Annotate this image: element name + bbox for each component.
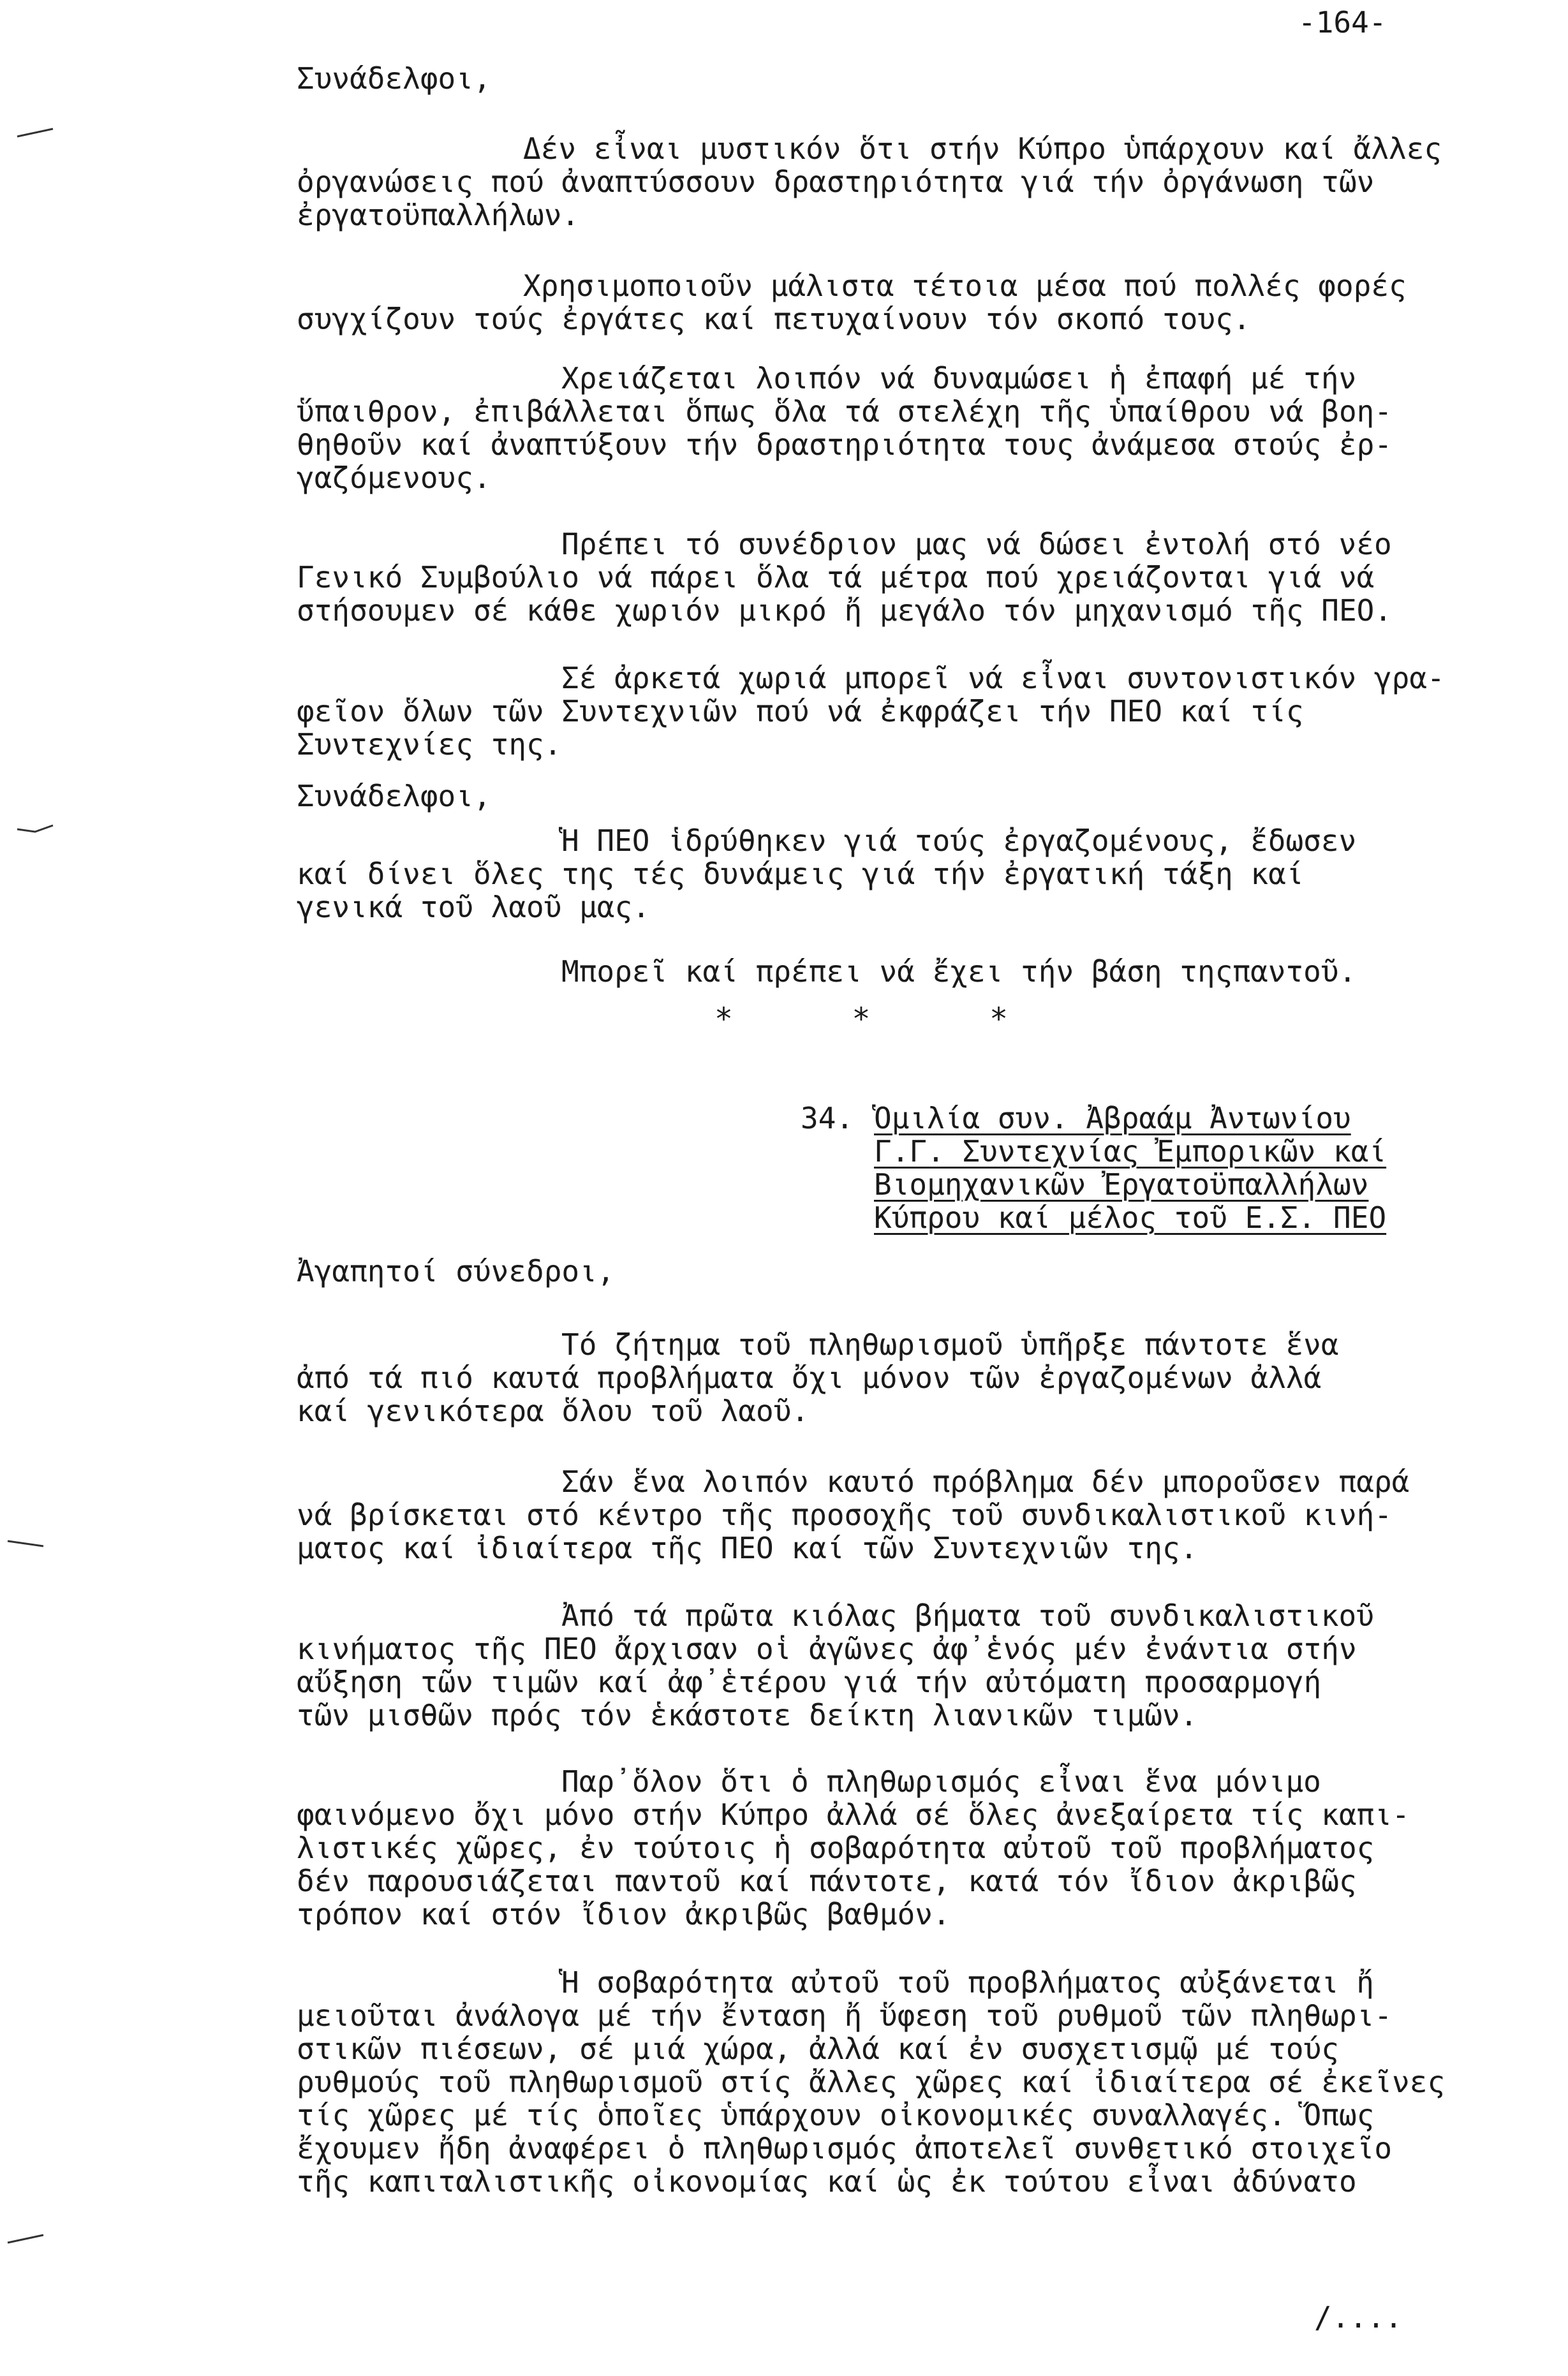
text-line: ἔχουμεν ἤδη ἀναφέρει ὁ πληθωρισμός ἀποτελεῖ συνθετικό στοιχεῖο <box>297 2131 1393 2166</box>
separator-star: * <box>852 1001 871 1037</box>
text-line: Βιομηχανικῶν Ἐργατοϋπαλλήλων <box>874 1167 1369 1202</box>
text-line: Πρέπει τό συνέδριον μας νά δώσει ἐντολή στό νέο <box>561 527 1392 561</box>
text-line: τῆς καπιταλιστικῆς οἰκονομίας καί ὡς ἐκ τούτου εἶναι ἀδύνατο <box>297 2164 1357 2199</box>
text-line: συγχίζουν τούς ἐργάτες καί πετυχαίνουν τόν σκοπό τους. <box>297 302 1251 336</box>
section-separator <box>714 1001 1008 1037</box>
page-number: -164- <box>1298 5 1387 40</box>
text-line: Ἀπό τά πρῶτα κιόλας βήματα τοῦ συνδικαλιστικοῦ <box>561 1598 1374 1633</box>
text-line: ρυθμούς τοῦ πληθωρισμοῦ στίς ἄλλες χῶρες καί ἰδιαίτερα σέ ἐκεῖνες <box>297 2065 1446 2099</box>
text-line: τρόπον καί στόν ἴδιον ἀκριβῶς βαθμόν. <box>297 1897 950 1931</box>
text-line: /.... <box>1314 2300 1403 2335</box>
text-line: τῶν μισθῶν πρός τόν ἑκάστοτε δείκτη λιανικῶν τιμῶν. <box>297 1698 1198 1732</box>
margin-mark <box>16 128 54 140</box>
text-line: Κύπρου καί μέλος τοῦ Ε.Σ. ΠΕΟ <box>874 1200 1387 1235</box>
text-line: Μπορεῖ καί πρέπει νά ἔχει τήν βάση τηςπαντοῦ. <box>561 954 1357 989</box>
text-line: γαζόμενους. <box>297 461 491 495</box>
text-line: ἐργατοϋπαλλήλων. <box>297 198 580 232</box>
text-line: αὔξηση τῶν τιμῶν καί ἀφ᾽ἑτέρου γιά τήν αὐτόματη προσαρμογή <box>297 1665 1322 1699</box>
text-line: Χρειάζεται λοιπόν νά δυναμώσει ἡ ἐπαφή μέ τήν <box>561 361 1357 395</box>
text-line: λιστικές χῶρες, ἐν τούτοις ἡ σοβαρότητα αὐτοῦ τοῦ προβλήματος <box>297 1831 1375 1865</box>
text-line: Σάν ἕνα λοιπόν καυτό πρόβλημα δέν μποροῦσεν παρά <box>561 1465 1410 1499</box>
text-line: μειοῦται ἀνάλογα μέ τήν ἔνταση ἤ ὕφεση τοῦ ρυθμοῦ τῶν πληθωρι- <box>297 1998 1393 2033</box>
text-line: στικῶν πιέσεων, σέ μιά χώρα, ἀλλά καί ἐν συσχετισμῷ μέ τούς <box>297 2032 1339 2066</box>
text-line: Ἡ σοβαρότητα αὐτοῦ τοῦ προβλήματος αὐξάνεται ἤ <box>561 1965 1374 2000</box>
margin-mark <box>16 823 54 836</box>
text-line: καί γενικότερα ὅλου τοῦ λαοῦ. <box>297 1394 810 1428</box>
text-line: Παρ᾽ὅλον ὅτι ὁ πληθωρισμός εἶναι ἕνα μόνιμο <box>561 1764 1321 1799</box>
text-line: Γ.Γ. Συντεχνίας Ἐμπορικῶν καί <box>874 1134 1387 1169</box>
text-line: Συνάδελφοι, <box>297 779 491 813</box>
text-line: Τό ζήτημα τοῦ πληθωρισμοῦ ὑπῆρξε πάντοτε ἕνα <box>561 1327 1339 1362</box>
text-line: Ὁμιλία συν. Ἀβραάμ Ἀντωνίου <box>874 1101 1351 1135</box>
margin-mark <box>6 2232 45 2245</box>
text-line: νά βρίσκεται στό κέντρο τῆς προσοχῆς τοῦ συνδικαλιστικοῦ κινή- <box>297 1498 1393 1532</box>
text-line: φαινόμενο ὄχι μόνο στήν Κύπρο ἀλλά σέ ὅλες ἀνεξαίρετα τίς καπι- <box>297 1797 1410 1832</box>
separator-star: * <box>989 1001 1008 1037</box>
text-line: Χρησιμοποιοῦν μάλιστα τέτοια μέσα πού πολλές φορές <box>523 269 1407 303</box>
text-line: ματος καί ἰδιαίτερα τῆς ΠΕΟ καί τῶν Συντεχνιῶν της. <box>297 1531 1198 1565</box>
text-line: Σέ ἀρκετά χωριά μπορεῖ νά εἶναι συντονιστικόν γρα- <box>561 661 1445 695</box>
text-line: ἀπό τά πιό καυτά προβλήματα ὄχι μόνον τῶν ἐργαζομένων ἀλλά <box>297 1361 1322 1395</box>
text-line: ὀργανώσεις πού ἀναπτύσσουν δραστηριότητα γιά τήν ὀργάνωση τῶν <box>297 165 1375 199</box>
text-line: δέν παρουσιάζεται παντοῦ καί πάντοτε, κατά τόν ἴδιον ἀκριβῶς <box>297 1864 1357 1898</box>
text-line: 34. <box>801 1101 854 1135</box>
text-line: φεῖον ὅλων τῶν Συντεχνιῶν πού νά ἐκφράζει τήν ΠΕΟ καί τίς <box>297 694 1304 728</box>
separator-star: * <box>714 1001 733 1037</box>
text-line: Συντεχνίες της. <box>297 727 562 762</box>
text-line: Συνάδελφοι, <box>297 61 491 96</box>
text-line: Γενικό Συμβούλιο νά πάρει ὅλα τά μέτρα πού χρειάζονται γιά νά <box>297 560 1375 594</box>
text-line: τίς χῶρες μέ τίς ὁποῖες ὑπάρχουν οἰκονομικές συναλλαγές. Ὅπως <box>297 2098 1375 2132</box>
text-line: θηθοῦν καί ἀναπτύξουν τήν δραστηριότητα τους ἀνάμεσα στούς ἐρ- <box>297 427 1393 462</box>
text-line: Ἡ ΠΕΟ ἱδρύθηκεν γιά τούς ἐργαζομένους, ἔδωσεν <box>561 823 1357 858</box>
text-line: Δέν εἶναι μυστικόν ὅτι στήν Κύπρο ὑπάρχουν καί ἄλλες <box>523 131 1442 166</box>
text-line: ὕπαιθρον, ἐπιβάλλεται ὅπως ὅλα τά στελέχη τῆς ὑπαίθρου νά βοη- <box>297 394 1393 429</box>
text-line: Ἀγαπητοί σύνεδροι, <box>297 1254 615 1288</box>
margin-mark <box>6 1537 45 1550</box>
text-line: κινήματος τῆς ΠΕΟ ἄρχισαν οἱ ἀγῶνες ἀφ᾽ἑνός μέν ἐνάντια στήν <box>297 1632 1357 1666</box>
text-line: στήσουμεν σέ κάθε χωριόν μικρό ἤ μεγάλο τόν μηχανισμό τῆς ΠΕΟ. <box>297 593 1393 628</box>
text-line: γενικά τοῦ λαοῦ μας. <box>297 890 650 924</box>
text-line: καί δίνει ὅλες της τές δυνάμεις γιά τήν ἐργατική τάξη καί <box>297 857 1304 891</box>
